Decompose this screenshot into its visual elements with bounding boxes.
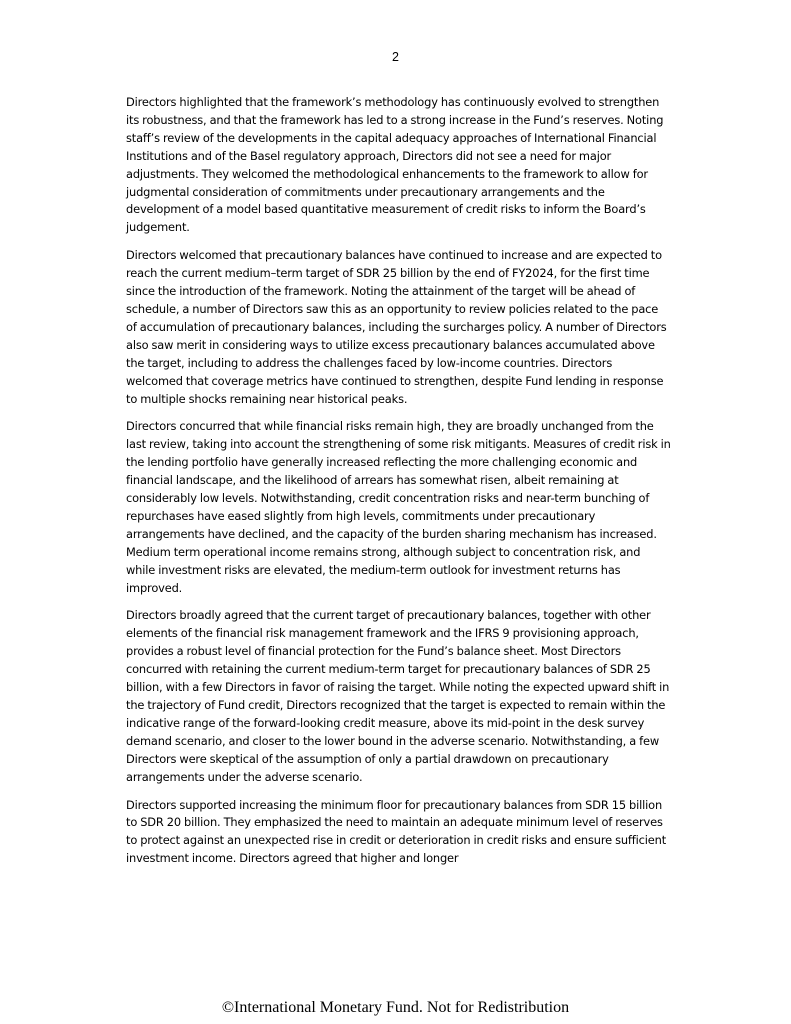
paragraph-minimum-floor: Directors supported increasing the minimum floor for precautionary balances from SDR 15 billion to SDR 20 billion. They emphasized the need to maintain an adequate minimum level of reserves to protect against an unexpected rise in credit or deterioration in credit risks and ensure sufficient investment income. Directors agreed that higher and longer [126,797,667,866]
paragraph-precautionary-balances: Directors welcomed that precautionary balances have continued to increase and are expected to reach the current medium–term target of SDR 25 billion by the end of FY2024, for the first time since the introduction of the framework. Noting the attainment of the target will be ahead of schedule, a number of Directors saw this as an opportunity to review policies related to the pace of accumulation of precautionary balances, including the surcharges policy. A number of Directors also saw merit in considering ways to utilize excess precautionary balances accumulated above the target, including to address the challenges faced by low-income countries. Directors welcomed that coverage metrics have continued to strengthen, despite Fund lending in response to multiple shocks remaining near historical peaks. [126,248,667,406]
paragraph-target-agreement: Directors broadly agreed that the current target of precautionary balances, together with other elements of the financial risk management framework and the IFRS 9 provisioning approach, provides a robust level of financial protection for the Fund’s balance sheet. Most Directors concurred with retaining the current medium-term target for precautionary balances of SDR 25 billion, with a few Directors in favor of raising the target. While noting the expected upward shift in the trajectory of Fund credit, Directors recognized that the target is expected to remain within the indicative range of the forward-looking credit measure, above its mid-point in the desk survey demand scenario, and closer to the lower bound in the adverse scenario. Notwithstanding, a few Directors were skeptical of the assumption of only a partial drawdown on precautionary arrangements under the adverse scenario. [126,608,670,784]
paragraph-framework-methodology: Directors highlighted that the framework’s methodology has continuously evolved to strengthen its robustness, and that the framework has led to a strong increase in the Fund’s reserves. Noting staff’s review of the developments in the capital adequacy approaches of International Financial Institutions and of the Basel regulatory approach, Directors did not see a need for major adjustments. They welcomed the methodological enhancements to the framework to allow for judgmental consideration of commitments under precautionary arrangements and the development of a model based quantitative measurement of credit risks to inform the Board’s judgement. [126,95,664,235]
document-body [126,94,671,878]
copyright-footer: ©International Monetary Fund. Not for Redistribution [221,999,570,1016]
page-number: 2 [392,50,399,64]
paragraph-financial-risks: Directors concurred that while financial risks remain high, they are broadly unchanged from the last review, taking into account the strengthening of some risk mitigants. Measures of credit risk in the lending portfolio have generally increased reflecting the more challenging economic and financial landscape, and the likelihood of arrears has somewhat risen, albeit remaining at considerably low levels. Notwithstanding, credit concentration risks and near-term bunching of repurchases have eased slightly from high levels, commitments under precautionary arrangements have declined, and the capacity of the burden sharing mechanism has increased. Medium term operational income remains strong, although subject to concentration risk, and while investment risks are elevated, the medium-term outlook for investment returns has improved. [126,419,671,595]
